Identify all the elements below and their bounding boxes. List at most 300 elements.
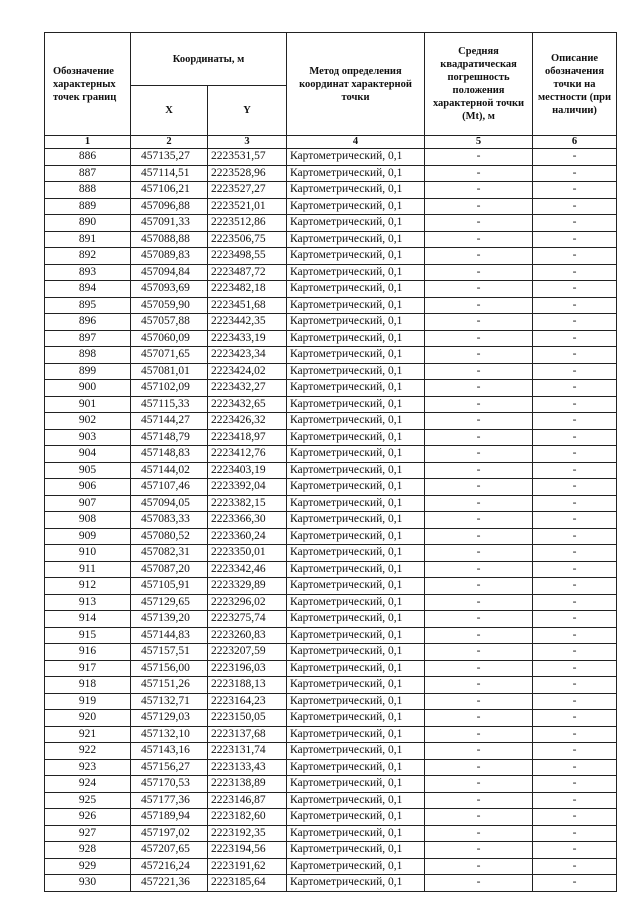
x-coordinate-cell: 457148,83 — [131, 446, 208, 463]
x-coordinate-cell: 457083,33 — [131, 512, 208, 529]
table-row — [45, 380, 617, 397]
x-coordinate-cell: 457094,84 — [131, 264, 208, 281]
y-coordinate-cell: 2223260,83 — [208, 627, 287, 644]
error-cell: - — [425, 380, 533, 397]
description-cell: - — [533, 429, 617, 446]
y-coordinate-cell: 2223150,05 — [208, 710, 287, 727]
x-coordinate-cell: 457115,33 — [131, 396, 208, 413]
method-cell: Картометрический, 0,1 — [287, 198, 425, 215]
x-coordinate-cell: 457177,36 — [131, 792, 208, 809]
description-cell: - — [533, 363, 617, 380]
y-coordinate-cell: 2223432,65 — [208, 396, 287, 413]
y-coordinate-cell: 2223342,46 — [208, 561, 287, 578]
description-cell: - — [533, 182, 617, 199]
table-row — [45, 248, 617, 265]
description-cell: - — [533, 858, 617, 875]
description-cell: - — [533, 413, 617, 430]
method-cell: Картометрический, 0,1 — [287, 809, 425, 826]
table-row — [45, 644, 617, 661]
x-coordinate-cell: 457129,65 — [131, 594, 208, 611]
y-coordinate-cell: 2223164,23 — [208, 693, 287, 710]
error-cell: - — [425, 842, 533, 859]
method-cell: Картометрический, 0,1 — [287, 413, 425, 430]
y-coordinate-cell: 2223131,74 — [208, 743, 287, 760]
error-cell: - — [425, 528, 533, 545]
method-cell: Картометрический, 0,1 — [287, 594, 425, 611]
description-cell: - — [533, 594, 617, 611]
method-cell: Картометрический, 0,1 — [287, 842, 425, 859]
method-cell: Картометрический, 0,1 — [287, 429, 425, 446]
table-row — [45, 396, 617, 413]
error-cell: - — [425, 792, 533, 809]
header-coordinates: Координаты, м — [131, 33, 287, 86]
point-id-cell: 893 — [45, 264, 131, 281]
y-coordinate-cell: 2223531,57 — [208, 149, 287, 166]
y-coordinate-cell: 2223137,68 — [208, 726, 287, 743]
description-cell: - — [533, 446, 617, 463]
y-coordinate-cell: 2223138,89 — [208, 776, 287, 793]
point-id-cell: 889 — [45, 198, 131, 215]
method-cell: Картометрический, 0,1 — [287, 165, 425, 182]
error-cell: - — [425, 149, 533, 166]
point-id-cell: 927 — [45, 825, 131, 842]
point-id-cell: 894 — [45, 281, 131, 298]
header-point-designation: Обозначение характерных точек границ — [45, 33, 131, 136]
document-page — [44, 32, 616, 892]
table-row — [45, 743, 617, 760]
method-cell: Картометрический, 0,1 — [287, 792, 425, 809]
error-cell: - — [425, 512, 533, 529]
table-row — [45, 858, 617, 875]
method-cell: Картометрический, 0,1 — [287, 660, 425, 677]
description-cell: - — [533, 809, 617, 826]
table-row — [45, 759, 617, 776]
table-body — [45, 149, 617, 892]
point-id-cell: 904 — [45, 446, 131, 463]
error-cell: - — [425, 545, 533, 562]
y-coordinate-cell: 2223506,75 — [208, 231, 287, 248]
method-cell: Картометрический, 0,1 — [287, 644, 425, 661]
method-cell: Картометрический, 0,1 — [287, 825, 425, 842]
point-id-cell: 887 — [45, 165, 131, 182]
description-cell: - — [533, 215, 617, 232]
y-coordinate-cell: 2223482,18 — [208, 281, 287, 298]
point-id-cell: 920 — [45, 710, 131, 727]
y-coordinate-cell: 2223207,59 — [208, 644, 287, 661]
table-row — [45, 314, 617, 331]
table-row — [45, 462, 617, 479]
y-coordinate-cell: 2223350,01 — [208, 545, 287, 562]
table-row — [45, 578, 617, 595]
table-row — [45, 512, 617, 529]
method-cell: Картометрический, 0,1 — [287, 380, 425, 397]
description-cell: - — [533, 528, 617, 545]
table-row — [45, 842, 617, 859]
description-cell: - — [533, 710, 617, 727]
description-cell: - — [533, 149, 617, 166]
table-row — [45, 561, 617, 578]
description-cell: - — [533, 677, 617, 694]
point-id-cell: 902 — [45, 413, 131, 430]
method-cell: Картометрический, 0,1 — [287, 759, 425, 776]
method-cell: Картометрический, 0,1 — [287, 495, 425, 512]
error-cell: - — [425, 297, 533, 314]
y-coordinate-cell: 2223432,27 — [208, 380, 287, 397]
y-coordinate-cell: 2223194,56 — [208, 842, 287, 859]
error-cell: - — [425, 759, 533, 776]
y-coordinate-cell: 2223382,15 — [208, 495, 287, 512]
point-id-cell: 912 — [45, 578, 131, 595]
description-cell: - — [533, 231, 617, 248]
table-row — [45, 231, 617, 248]
x-coordinate-cell: 457107,46 — [131, 479, 208, 496]
y-coordinate-cell: 2223296,02 — [208, 594, 287, 611]
x-coordinate-cell: 457094,05 — [131, 495, 208, 512]
error-cell: - — [425, 726, 533, 743]
x-coordinate-cell: 457057,88 — [131, 314, 208, 331]
column-number: 2 — [131, 136, 208, 149]
error-cell: - — [425, 281, 533, 298]
error-cell: - — [425, 644, 533, 661]
error-cell: - — [425, 347, 533, 364]
point-id-cell: 895 — [45, 297, 131, 314]
y-coordinate-cell: 2223433,19 — [208, 330, 287, 347]
y-coordinate-cell: 2223442,35 — [208, 314, 287, 331]
error-cell: - — [425, 363, 533, 380]
point-id-cell: 922 — [45, 743, 131, 760]
error-cell: - — [425, 479, 533, 496]
method-cell: Картометрический, 0,1 — [287, 149, 425, 166]
table-row — [45, 446, 617, 463]
x-coordinate-cell: 457091,33 — [131, 215, 208, 232]
point-id-cell: 913 — [45, 594, 131, 611]
x-coordinate-cell: 457143,16 — [131, 743, 208, 760]
x-coordinate-cell: 457082,31 — [131, 545, 208, 562]
table-row — [45, 198, 617, 215]
point-id-cell: 890 — [45, 215, 131, 232]
point-id-cell: 908 — [45, 512, 131, 529]
description-cell: - — [533, 611, 617, 628]
x-coordinate-cell: 457059,90 — [131, 297, 208, 314]
error-cell: - — [425, 825, 533, 842]
error-cell: - — [425, 660, 533, 677]
error-cell: - — [425, 396, 533, 413]
x-coordinate-cell: 457071,65 — [131, 347, 208, 364]
error-cell: - — [425, 495, 533, 512]
y-coordinate-cell: 2223512,86 — [208, 215, 287, 232]
method-cell: Картометрический, 0,1 — [287, 561, 425, 578]
table-row — [45, 215, 617, 232]
description-cell: - — [533, 561, 617, 578]
header-description: Описание обозначения точки на местности (при наличии) — [533, 33, 617, 136]
x-coordinate-cell: 457114,51 — [131, 165, 208, 182]
point-id-cell: 926 — [45, 809, 131, 826]
header-x: X — [131, 86, 208, 136]
description-cell: - — [533, 512, 617, 529]
description-cell: - — [533, 627, 617, 644]
table-row — [45, 693, 617, 710]
y-coordinate-cell: 2223360,24 — [208, 528, 287, 545]
table-row — [45, 710, 617, 727]
method-cell: Картометрический, 0,1 — [287, 743, 425, 760]
method-cell: Картометрический, 0,1 — [287, 347, 425, 364]
error-cell: - — [425, 182, 533, 199]
method-cell: Картометрический, 0,1 — [287, 858, 425, 875]
x-coordinate-cell: 457148,79 — [131, 429, 208, 446]
error-cell: - — [425, 710, 533, 727]
description-cell: - — [533, 495, 617, 512]
error-cell: - — [425, 561, 533, 578]
description-cell: - — [533, 792, 617, 809]
y-coordinate-cell: 2223426,32 — [208, 413, 287, 430]
method-cell: Картометрический, 0,1 — [287, 875, 425, 892]
x-coordinate-cell: 457081,01 — [131, 363, 208, 380]
method-cell: Картометрический, 0,1 — [287, 512, 425, 529]
description-cell: - — [533, 248, 617, 265]
error-cell: - — [425, 611, 533, 628]
error-cell: - — [425, 875, 533, 892]
description-cell: - — [533, 776, 617, 793]
description-cell: - — [533, 545, 617, 562]
method-cell: Картометрический, 0,1 — [287, 297, 425, 314]
description-cell: - — [533, 825, 617, 842]
error-cell: - — [425, 743, 533, 760]
y-coordinate-cell: 2223528,96 — [208, 165, 287, 182]
error-cell: - — [425, 594, 533, 611]
table-row — [45, 495, 617, 512]
method-cell: Картометрический, 0,1 — [287, 281, 425, 298]
point-id-cell: 914 — [45, 611, 131, 628]
point-id-cell: 900 — [45, 380, 131, 397]
x-coordinate-cell: 457135,27 — [131, 149, 208, 166]
x-coordinate-cell: 457080,52 — [131, 528, 208, 545]
y-coordinate-cell: 2223185,64 — [208, 875, 287, 892]
x-coordinate-cell: 457087,20 — [131, 561, 208, 578]
table-row — [45, 776, 617, 793]
method-cell: Картометрический, 0,1 — [287, 545, 425, 562]
description-cell: - — [533, 759, 617, 776]
column-number: 6 — [533, 136, 617, 149]
error-cell: - — [425, 330, 533, 347]
description-cell: - — [533, 165, 617, 182]
table-row — [45, 413, 617, 430]
y-coordinate-cell: 2223403,19 — [208, 462, 287, 479]
x-coordinate-cell: 457132,71 — [131, 693, 208, 710]
method-cell: Картометрический, 0,1 — [287, 611, 425, 628]
description-cell: - — [533, 660, 617, 677]
x-coordinate-cell: 457207,65 — [131, 842, 208, 859]
error-cell: - — [425, 462, 533, 479]
description-cell: - — [533, 264, 617, 281]
method-cell: Картометрический, 0,1 — [287, 627, 425, 644]
description-cell: - — [533, 396, 617, 413]
x-coordinate-cell: 457151,26 — [131, 677, 208, 694]
error-cell: - — [425, 809, 533, 826]
point-id-cell: 929 — [45, 858, 131, 875]
method-cell: Картометрический, 0,1 — [287, 396, 425, 413]
method-cell: Картометрический, 0,1 — [287, 182, 425, 199]
table-row — [45, 825, 617, 842]
point-id-cell: 906 — [45, 479, 131, 496]
point-id-cell: 916 — [45, 644, 131, 661]
method-cell: Картометрический, 0,1 — [287, 710, 425, 727]
method-cell: Картометрический, 0,1 — [287, 264, 425, 281]
boundary-points-table — [44, 32, 617, 892]
description-cell: - — [533, 198, 617, 215]
x-coordinate-cell: 457144,27 — [131, 413, 208, 430]
header-method: Метод определения координат характерной точки — [287, 33, 425, 136]
table-row — [45, 726, 617, 743]
table-row — [45, 149, 617, 166]
y-coordinate-cell: 2223418,97 — [208, 429, 287, 446]
y-coordinate-cell: 2223412,76 — [208, 446, 287, 463]
point-id-cell: 901 — [45, 396, 131, 413]
column-number: 5 — [425, 136, 533, 149]
description-cell: - — [533, 314, 617, 331]
point-id-cell: 903 — [45, 429, 131, 446]
method-cell: Картометрический, 0,1 — [287, 462, 425, 479]
error-cell: - — [425, 429, 533, 446]
column-number: 4 — [287, 136, 425, 149]
y-coordinate-cell: 2223451,68 — [208, 297, 287, 314]
x-coordinate-cell: 457156,00 — [131, 660, 208, 677]
y-coordinate-cell: 2223521,01 — [208, 198, 287, 215]
description-cell: - — [533, 479, 617, 496]
table-row — [45, 545, 617, 562]
x-coordinate-cell: 457088,88 — [131, 231, 208, 248]
y-coordinate-cell: 2223423,34 — [208, 347, 287, 364]
error-cell: - — [425, 165, 533, 182]
method-cell: Картометрический, 0,1 — [287, 363, 425, 380]
y-coordinate-cell: 2223146,87 — [208, 792, 287, 809]
table-row — [45, 594, 617, 611]
point-id-cell: 910 — [45, 545, 131, 562]
method-cell: Картометрический, 0,1 — [287, 578, 425, 595]
point-id-cell: 918 — [45, 677, 131, 694]
method-cell: Картометрический, 0,1 — [287, 314, 425, 331]
point-id-cell: 897 — [45, 330, 131, 347]
x-coordinate-cell: 457129,03 — [131, 710, 208, 727]
error-cell: - — [425, 858, 533, 875]
x-coordinate-cell: 457102,09 — [131, 380, 208, 397]
table-row — [45, 875, 617, 892]
point-id-cell: 917 — [45, 660, 131, 677]
point-id-cell: 919 — [45, 693, 131, 710]
y-coordinate-cell: 2223191,62 — [208, 858, 287, 875]
error-cell: - — [425, 627, 533, 644]
column-numbers-row — [45, 136, 617, 149]
method-cell: Картометрический, 0,1 — [287, 330, 425, 347]
method-cell: Картометрический, 0,1 — [287, 231, 425, 248]
table-row — [45, 182, 617, 199]
y-coordinate-cell: 2223498,55 — [208, 248, 287, 265]
method-cell: Картометрический, 0,1 — [287, 446, 425, 463]
description-cell: - — [533, 380, 617, 397]
point-id-cell: 928 — [45, 842, 131, 859]
method-cell: Картометрический, 0,1 — [287, 677, 425, 694]
table-row — [45, 792, 617, 809]
table-row — [45, 264, 617, 281]
x-coordinate-cell: 457139,20 — [131, 611, 208, 628]
table-row — [45, 297, 617, 314]
x-coordinate-cell: 457156,27 — [131, 759, 208, 776]
point-id-cell: 915 — [45, 627, 131, 644]
point-id-cell: 921 — [45, 726, 131, 743]
method-cell: Картометрический, 0,1 — [287, 726, 425, 743]
table-header — [45, 33, 617, 149]
method-cell: Картометрический, 0,1 — [287, 528, 425, 545]
x-coordinate-cell: 457060,09 — [131, 330, 208, 347]
description-cell: - — [533, 743, 617, 760]
y-coordinate-cell: 2223366,30 — [208, 512, 287, 529]
x-coordinate-cell: 457157,51 — [131, 644, 208, 661]
point-id-cell: 907 — [45, 495, 131, 512]
error-cell: - — [425, 264, 533, 281]
method-cell: Картометрический, 0,1 — [287, 693, 425, 710]
y-coordinate-cell: 2223182,60 — [208, 809, 287, 826]
x-coordinate-cell: 457106,21 — [131, 182, 208, 199]
header-y: Y — [208, 86, 287, 136]
method-cell: Картометрический, 0,1 — [287, 479, 425, 496]
x-coordinate-cell: 457216,24 — [131, 858, 208, 875]
x-coordinate-cell: 457144,02 — [131, 462, 208, 479]
description-cell: - — [533, 875, 617, 892]
point-id-cell: 925 — [45, 792, 131, 809]
point-id-cell: 899 — [45, 363, 131, 380]
x-coordinate-cell: 457189,94 — [131, 809, 208, 826]
x-coordinate-cell: 457132,10 — [131, 726, 208, 743]
table-row — [45, 479, 617, 496]
table-row — [45, 677, 617, 694]
description-cell: - — [533, 281, 617, 298]
error-cell: - — [425, 198, 533, 215]
error-cell: - — [425, 693, 533, 710]
method-cell: Картометрический, 0,1 — [287, 776, 425, 793]
table-row — [45, 611, 617, 628]
point-id-cell: 911 — [45, 561, 131, 578]
error-cell: - — [425, 248, 533, 265]
y-coordinate-cell: 2223188,13 — [208, 677, 287, 694]
y-coordinate-cell: 2223192,35 — [208, 825, 287, 842]
description-cell: - — [533, 693, 617, 710]
point-id-cell: 888 — [45, 182, 131, 199]
error-cell: - — [425, 314, 533, 331]
table-row — [45, 660, 617, 677]
description-cell: - — [533, 644, 617, 661]
point-id-cell: 886 — [45, 149, 131, 166]
table-row — [45, 627, 617, 644]
description-cell: - — [533, 330, 617, 347]
point-id-cell: 892 — [45, 248, 131, 265]
error-cell: - — [425, 677, 533, 694]
point-id-cell: 923 — [45, 759, 131, 776]
error-cell: - — [425, 776, 533, 793]
x-coordinate-cell: 457221,36 — [131, 875, 208, 892]
y-coordinate-cell: 2223329,89 — [208, 578, 287, 595]
point-id-cell: 924 — [45, 776, 131, 793]
point-id-cell: 898 — [45, 347, 131, 364]
error-cell: - — [425, 413, 533, 430]
table-row — [45, 809, 617, 826]
x-coordinate-cell: 457170,53 — [131, 776, 208, 793]
y-coordinate-cell: 2223424,02 — [208, 363, 287, 380]
y-coordinate-cell: 2223527,27 — [208, 182, 287, 199]
table-row — [45, 363, 617, 380]
description-cell: - — [533, 297, 617, 314]
point-id-cell: 896 — [45, 314, 131, 331]
column-number: 1 — [45, 136, 131, 149]
header-error: Средняя квадратическая погрешность положения характерной точки (Mt), м — [425, 33, 533, 136]
